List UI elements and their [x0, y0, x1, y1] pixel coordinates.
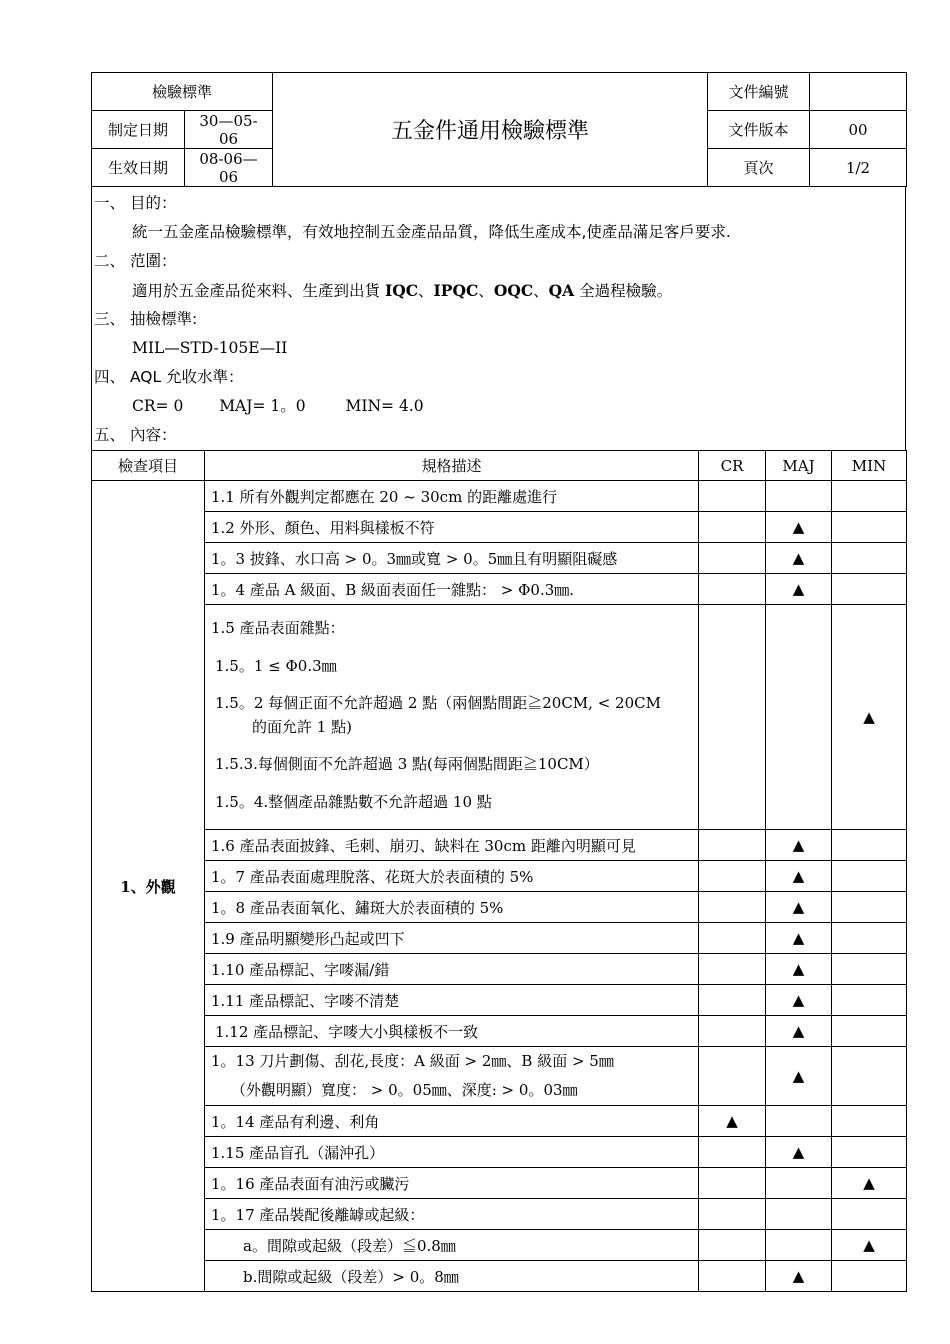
maj-mark: ▲	[766, 574, 832, 605]
spec-line: 1.5。1 ≤ Φ0.3㎜	[215, 657, 337, 675]
spec-cell: 1.6 產品表面披鋒、毛刺、崩刃、缺料在 30cm 距離內明顯可見	[205, 830, 699, 861]
spec-line: 1.5。4.整個產品雜點數不允許超過 10 點	[215, 793, 492, 811]
maj-mark: ▲	[766, 1016, 832, 1047]
table-row	[92, 605, 907, 830]
scope-text-b: 全過程檢驗。	[574, 282, 673, 300]
maj-mark: ▲	[766, 543, 832, 574]
maj-cell	[766, 605, 832, 830]
maj-mark: ▲	[766, 923, 832, 954]
spec-cell: 1。14 產品有利邊、利角	[205, 1106, 699, 1137]
cr-cell	[699, 512, 766, 543]
maj-mark: ▲	[766, 1137, 832, 1168]
scope-sep: 、	[478, 282, 494, 300]
scope-sep: 、	[418, 282, 434, 300]
spec-line-part: 1。13 刀片劃傷、刮花,長度：A 級面 > 2㎜、B 級面 > 5㎜	[211, 1052, 614, 1070]
min-cell	[832, 923, 907, 954]
cr-cell	[699, 574, 766, 605]
min-cell	[832, 954, 907, 985]
spec-line	[211, 685, 692, 745]
spec-line-part: 的面允許 1 點)	[252, 718, 352, 736]
section-title: 抽檢標準:	[129, 310, 198, 328]
spec-cell-scratch	[205, 1047, 699, 1106]
section-purpose-heading	[92, 189, 905, 218]
min-cell	[832, 512, 907, 543]
spec-cell: 1.9 產品明顯變形凸起或凹下	[205, 923, 699, 954]
section-title: AQL 允收水準：	[129, 368, 244, 386]
page-label: 頁次	[708, 149, 810, 187]
section-number: 四、	[94, 368, 126, 386]
min-cell	[832, 574, 907, 605]
table-row	[92, 1168, 907, 1199]
cr-cell	[699, 923, 766, 954]
scope-text-a: 適用於五金產品從來料、生產到出貨	[132, 282, 385, 300]
table-row	[92, 543, 907, 574]
table-header-row	[92, 451, 907, 481]
made-date-label: 制定日期	[92, 111, 185, 149]
section-scope-text	[92, 276, 905, 305]
table-row	[92, 512, 907, 543]
section-number: 三、	[94, 310, 126, 328]
section-scope-heading	[92, 247, 905, 276]
scope-ipqc: IPQC	[433, 281, 479, 300]
cr-cell	[699, 1168, 766, 1199]
min-mark: ▲	[832, 1230, 907, 1261]
section-number: 一、	[94, 194, 126, 212]
scope-sep: 、	[533, 282, 549, 300]
min-mark: ▲	[832, 605, 907, 830]
aql-min: MIN= 4.0	[345, 397, 424, 415]
standard-label: 檢驗標準	[92, 73, 273, 111]
section-title: 內容：	[129, 426, 177, 444]
cr-cell	[699, 830, 766, 861]
maj-cell	[766, 1230, 832, 1261]
cr-cell	[699, 1261, 766, 1292]
spec-line-part: （外觀明顯）寬度： > 0。05㎜、深度: > 0。03㎜	[231, 1081, 578, 1099]
cr-cell	[699, 954, 766, 985]
maj-mark: ▲	[766, 954, 832, 985]
spec-line: 1.5.3.每個側面不允許超過 3 點(每兩個點間距≧10CM）	[215, 755, 599, 773]
col-header-min: MIN	[832, 451, 907, 481]
spec-cell: b.間隙或起級（段差）> 0。8㎜	[205, 1261, 699, 1292]
section-purpose-text: 統一五金產品檢驗標準，有效地控制五金產品品質，降低生產成本,使產品滿足客戶要求.	[132, 223, 731, 241]
min-cell	[832, 1016, 907, 1047]
cr-cell	[699, 1047, 766, 1106]
cr-cell	[699, 1137, 766, 1168]
document-title: 五金件通用檢驗標準	[273, 73, 708, 187]
spec-cell: 1.1 所有外觀判定都應在 20 ~ 30cm 的距離處進行	[205, 481, 699, 512]
spec-cell-dots	[205, 605, 699, 830]
min-cell	[832, 985, 907, 1016]
min-cell	[832, 1199, 907, 1230]
effective-date-value: 08-06—06	[185, 149, 273, 187]
min-cell	[832, 861, 907, 892]
inspection-table	[91, 450, 907, 1292]
scope-iqc: IQC	[384, 281, 419, 300]
table-row	[92, 1137, 907, 1168]
table-row	[92, 1199, 907, 1230]
spec-line: 1.5 產品表面雜點：	[211, 619, 345, 637]
col-header-maj: MAJ	[766, 451, 832, 481]
table-row	[92, 1261, 907, 1292]
table-row	[92, 574, 907, 605]
min-cell	[832, 1106, 907, 1137]
doc-number-value	[810, 73, 907, 111]
table-row	[92, 1106, 907, 1137]
maj-mark: ▲	[766, 512, 832, 543]
table-row	[92, 985, 907, 1016]
made-date-value: 30—05-06	[185, 111, 273, 149]
maj-mark: ▲	[766, 830, 832, 861]
spec-cell: 1。16 產品表面有油污或臟污	[205, 1168, 699, 1199]
maj-cell	[766, 1199, 832, 1230]
min-cell	[832, 1047, 907, 1106]
maj-mark: ▲	[766, 1047, 832, 1106]
spec-line-part: 1.5。2 每個正面不允許超過 2 點（兩個點間距≧20CM, < 20CM	[215, 694, 661, 712]
col-header-item: 檢查項目	[92, 451, 205, 481]
page-value: 1/2	[810, 149, 907, 187]
table-row	[92, 481, 907, 512]
min-cell	[832, 543, 907, 574]
maj-mark: ▲	[766, 892, 832, 923]
table-row	[92, 954, 907, 985]
maj-cell	[766, 1106, 832, 1137]
cr-cell	[699, 985, 766, 1016]
min-cell	[832, 1261, 907, 1292]
table-row	[92, 1016, 907, 1047]
maj-mark: ▲	[766, 1261, 832, 1292]
cr-cell	[699, 1230, 766, 1261]
cr-cell	[699, 543, 766, 574]
spec-cell: 1。4 產品 A 級面、B 級面表面任一雜點： > Φ0.3㎜.	[205, 574, 699, 605]
section-title: 目的：	[129, 194, 177, 212]
col-header-cr: CR	[699, 451, 766, 481]
doc-number-label: 文件編號	[708, 73, 810, 111]
table-row	[92, 1230, 907, 1261]
version-value: 00	[810, 111, 907, 149]
col-header-spec: 規格描述	[205, 451, 699, 481]
table-row	[92, 861, 907, 892]
cr-cell	[699, 861, 766, 892]
spec-cell: 1。7 產品表面處理脫落、花斑大於表面積的 5%	[205, 861, 699, 892]
section-aql-heading	[92, 363, 905, 392]
maj-mark: ▲	[766, 861, 832, 892]
cr-cell	[699, 605, 766, 830]
section-number: 二、	[94, 252, 126, 270]
table-row	[92, 892, 907, 923]
scope-qa: QA	[548, 281, 575, 300]
section-sampling-heading	[92, 305, 905, 334]
section-content-heading	[92, 421, 905, 450]
document-header-table	[91, 72, 907, 187]
table-row	[92, 923, 907, 954]
cr-cell	[699, 481, 766, 512]
spec-cell: 1。8 產品表面氧化、鏽斑大於表面積的 5%	[205, 892, 699, 923]
aql-cr: CR= 0	[132, 397, 184, 415]
version-label: 文件版本	[708, 111, 810, 149]
table-row	[92, 1047, 907, 1106]
spec-cell: 1。3 披鋒、水口高 > 0。3㎜或寬 > 0。5㎜且有明顯阻礙感	[205, 543, 699, 574]
intro-sections	[91, 187, 906, 450]
section-number: 五、	[94, 426, 126, 444]
section-sampling-text: MIL—STD-105E—II	[132, 339, 288, 357]
spec-cell: 1。17 產品裝配後離罅或起級：	[205, 1199, 699, 1230]
cr-cell	[699, 1016, 766, 1047]
min-cell	[832, 892, 907, 923]
spec-cell: 1.10 產品標記、字嘜漏/錯	[205, 954, 699, 985]
document-page	[91, 72, 906, 1292]
cr-cell	[699, 1199, 766, 1230]
effective-date-label: 生效日期	[92, 149, 185, 187]
spec-cell: 1.12 產品標記、字嘜大小與樣板不一致	[205, 1016, 699, 1047]
min-cell	[832, 830, 907, 861]
maj-cell	[766, 1168, 832, 1199]
section-aql-values	[92, 392, 905, 421]
spec-cell: 1.2 外形、顏色、用料與樣板不符	[205, 512, 699, 543]
category-appearance: 1、外觀	[92, 481, 205, 1292]
maj-mark: ▲	[766, 985, 832, 1016]
section-title: 范圍：	[129, 252, 177, 270]
min-cell	[832, 1137, 907, 1168]
scope-oqc: OQC	[493, 281, 534, 300]
spec-cell: 1.15 產品盲孔（漏沖孔）	[205, 1137, 699, 1168]
cr-mark: ▲	[699, 1106, 766, 1137]
spec-cell: a。間隙或起級（段差）≦0.8㎜	[205, 1230, 699, 1261]
table-row	[92, 830, 907, 861]
cr-cell	[699, 892, 766, 923]
spec-cell: 1.11 產品標記、字嘜不清楚	[205, 985, 699, 1016]
min-cell	[832, 481, 907, 512]
maj-cell	[766, 481, 832, 512]
min-mark: ▲	[832, 1168, 907, 1199]
aql-maj: MAJ= 1。0	[219, 397, 306, 415]
